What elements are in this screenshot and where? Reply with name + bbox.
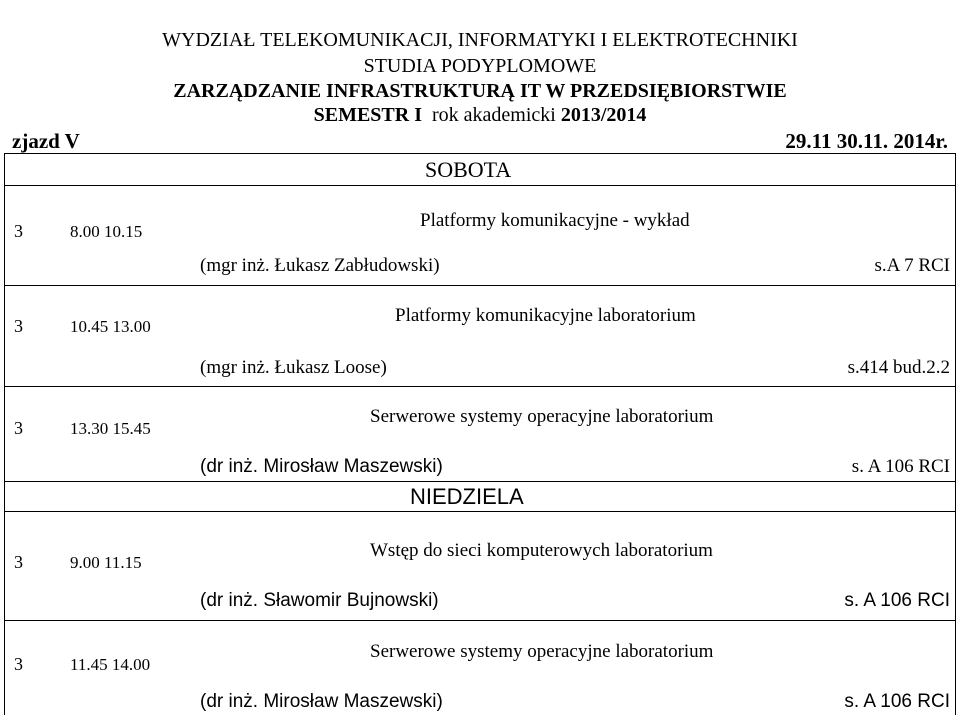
saturday-banner <box>4 153 956 186</box>
semester-line <box>0 104 960 126</box>
session-subject: Serwerowe systemy operacyjne laboratorium <box>370 406 714 427</box>
session-lecturer: (dr inż. Sławomir Bujnowski) <box>200 590 439 611</box>
session-lecturer: (dr inż. Mirosław Maszewski) <box>200 456 443 477</box>
program-name: ZARZĄDZANIE INFRASTRUKTURĄ IT W PRZEDSIĘBIORSTWIE <box>173 80 787 102</box>
session-lecturer: (mgr inż. Łukasz Loose) <box>200 357 387 378</box>
academic-year: 2013/2014 <box>560 104 647 126</box>
session-time: 13.30 15.45 <box>70 419 151 438</box>
zjazd-label: zjazd V <box>12 129 80 153</box>
session-subject: Platformy komunikacyjne laboratorium <box>395 305 696 326</box>
semester-label: SEMESTR I <box>313 104 422 126</box>
session-lecturer: (mgr inż. Łukasz Zabłudowski) <box>200 255 440 276</box>
row-divider <box>4 285 956 286</box>
row-divider <box>4 620 956 621</box>
table-right-border <box>955 512 956 715</box>
session-hours: 3 <box>14 552 23 572</box>
sunday-label: NIEDZIELA <box>410 484 524 509</box>
academic-year-label: rok akademicki <box>431 104 556 126</box>
session-room: s. A 106 RCI <box>844 691 950 712</box>
zjazd-dates: 29.11 30.11. 2014r. <box>785 129 948 153</box>
session-room: s.414 bud.2.2 <box>847 357 950 378</box>
session-subject: Serwerowe systemy operacyjne laboratorium <box>370 641 714 662</box>
sunday-banner <box>4 481 956 512</box>
program-title: STUDIA PODYPLOMOWE <box>363 55 597 77</box>
session-hours: 3 <box>14 418 23 438</box>
session-subject: Wstęp do sieci komputerowych laboratorium <box>370 540 713 561</box>
session-hours: 3 <box>14 654 23 674</box>
saturday-label: SOBOTA <box>425 157 512 182</box>
table-left-border <box>4 186 5 481</box>
table-right-border <box>955 186 956 481</box>
session-time: 10.45 13.00 <box>70 317 151 336</box>
row-divider <box>4 386 956 387</box>
faculty-title: WYDZIAŁ TELEKOMUNIKACJI, INFORMATYKI I ELEKTROTECHNIKI <box>162 29 798 51</box>
session-hours: 3 <box>14 316 23 336</box>
session-room: s. A 106 RCI <box>851 456 950 477</box>
session-hours: 3 <box>14 221 23 241</box>
session-room: s.A 7 RCI <box>874 255 950 276</box>
session-lecturer: (dr inż. Mirosław Maszewski) <box>200 691 443 712</box>
session-time: 9.00 11.15 <box>70 553 142 572</box>
table-left-border <box>4 512 5 715</box>
session-subject: Platformy komunikacyjne - wykład <box>420 210 690 231</box>
session-room: s. A 106 RCI <box>844 590 950 611</box>
session-time: 8.00 10.15 <box>70 222 143 241</box>
session-time: 11.45 14.00 <box>70 655 151 674</box>
